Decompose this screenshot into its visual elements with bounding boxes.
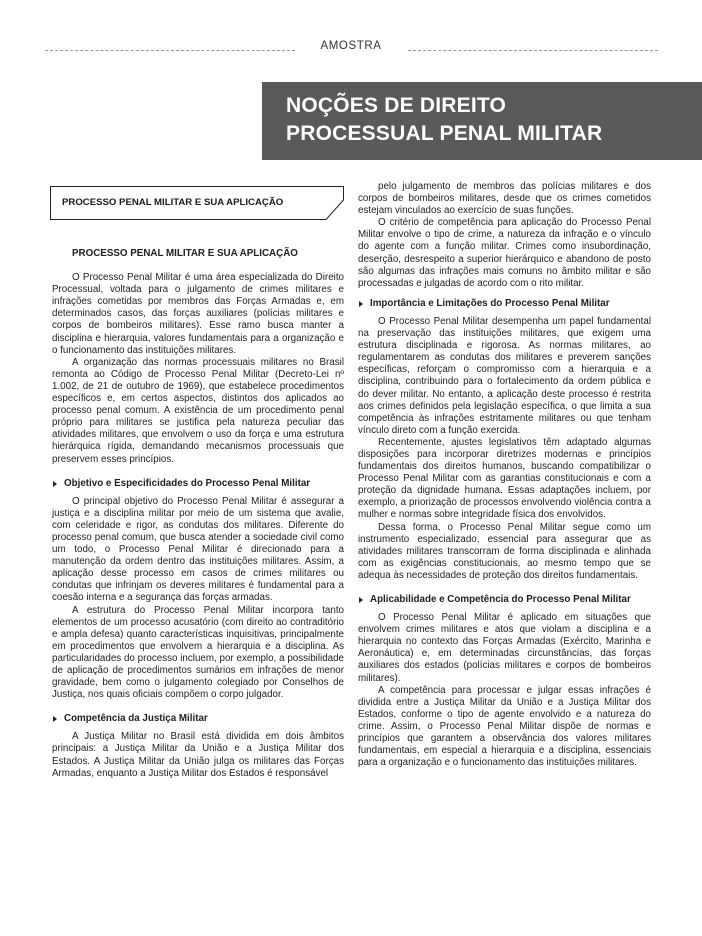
chapter-title-line-1: NOÇÕES DE DIREITO — [286, 94, 507, 117]
subheading-objetivo — [52, 478, 344, 490]
right-column — [358, 181, 651, 769]
subheading-importancia — [358, 298, 651, 310]
paragraph: O critério de competência para aplicação do Processo Penal Militar envolve o tipo de crime, a natureza da infração e o vínculo do agente com a função militar. Crimes como insubordinação, deserção, desrespeito a superior hierárquico e abandono de posto são algumas das infrações mais comuns no âmbito militar e são processadas e julgadas de acordo com o rito militar. — [358, 217, 651, 289]
subheading-text: Competência da Justiça Militar — [64, 713, 208, 725]
header-label: AMOSTRA — [320, 40, 382, 52]
paragraph: Recentemente, ajustes legislativos têm adaptado algumas disposições para incorporar diretrizes modernas e princípios fundamentais dos direitos humanos, buscando compatibilizar o Processo Penal Militar com as garantias constitucionais e com a proteção da dignidade humana. Essas adaptações incluem, por exemplo, a priorização de processos envolvendo violência contra a mulher e normas sobre integridade física dos envolvidos. — [358, 436, 651, 521]
paragraph: pelo julgamento de membros das polícias militares e dos corpos de bombeiros militares, desde que os crimes cometidos estejam vinculados ao exercício de suas funções. — [358, 181, 651, 217]
subheading-aplicabilidade — [358, 594, 651, 606]
paragraph: A Justiça Militar no Brasil está dividida em dois âmbitos principais: a Justiça Militar da União e a Justiça Militar dos Estados. A Justiça Militar da União julga os militares das Forças Armadas, enquanto a Justiça Militar dos Estados é responsável — [52, 731, 344, 779]
header-rule-right — [408, 50, 658, 51]
paragraph: A estrutura do Processo Penal Militar incorpora tanto elementos de um processo acusatório (com direito ao contraditório e ampla defesa) quanto características inquisitivas, principalmente em procedimentos que envolvem a hierarquia e a disciplina. As particularidades do processo incluem, por exemplo, a possibilidade de aplicação de procedimentos sumários em infrações de menor gravidade, bem como o julgamento colegiado por Conselhos de Justiça, nos quais oficiais compõem o corpo julgador. — [52, 604, 344, 701]
subheading-text: Importância e Limitações do Processo Penal Militar — [370, 297, 610, 309]
subheading-text: Objetivo e Especificidades do Processo Penal Militar — [64, 477, 311, 489]
paragraph: Dessa forma, o Processo Penal Militar segue como um instrumento especializado, essencial para assegurar que as atividades militares transcorram de forma disciplinada e alinhada com as exigências constitucionais, ao mesmo tempo que se adequa às necessidades de proteção dos direitos fundamentais. — [358, 521, 651, 581]
section-box — [50, 186, 344, 220]
chapter-title — [286, 92, 602, 148]
header-rule-left — [45, 50, 295, 51]
subheading-text: Aplicabilidade e Competência do Processo Penal Militar — [370, 594, 631, 605]
paragraph: O Processo Penal Militar desempenha um papel fundamental na preservação das instituições militares, que exigem uma estrutura disciplinada e rigorosa. As normas militares, ao regulamentarem as condutas dos militares e preverem sanções específicas, reforçam o compromisso com a hierarquia e a disciplina, contribuindo para o fortalecimento da ordem pública e do dever militar. No entanto, a aplicação deste processo é restrita aos crimes definidos pela legislação específica, o que limita a sua competência às infrações estritamente militares ou que tenham vínculo direto com a função exercida. — [358, 315, 651, 436]
section-box-label: PROCESSO PENAL MILITAR E SUA APLICAÇÃO — [62, 197, 284, 208]
chapter-banner — [262, 82, 702, 160]
section-heading: PROCESSO PENAL MILITAR E SUA APLICAÇÃO — [72, 248, 298, 259]
left-column — [52, 248, 344, 780]
paragraph: A competência para processar e julgar essas infrações é dividida entre a Justiça Militar da União e a Justiça Militar dos Estados, conforme o tipo de agente envolvido e a natureza do crime. Assim, o Processo Penal Militar dispõe de normas e princípios que garantem a observância dos valores militares fundamentais, em especial a hierarquia e a disciplina, essenciais para a organização e o funcionamento das instituições militares. — [358, 684, 651, 769]
subheading-competencia — [52, 713, 344, 725]
chapter-title-line-2: PROCESSUAL PENAL MILITAR — [286, 122, 603, 145]
paragraph: O Processo Penal Militar é aplicado em situações que envolvem crimes militares e atos que violam a disciplina e a hierarquia no contexto das Forças Armadas (Exército, Marinha e Aeronáutica) e, em determinadas circunstâncias, das forças auxiliares dos estados (polícias militares e corpos de bombeiros militares). — [358, 612, 651, 684]
paragraph: O Processo Penal Militar é uma área especializada do Direito Processual, voltada para o julgamento de crimes militares e infrações cometidas por membros das Forças Armadas e, em determinados casos, das forças auxiliares (polícias militares e corpos de bombeiros militares). Esse ramo busca manter a disciplina e hierarquia, valores fundamentais para a organização e o funcionamento das instituições militares. — [52, 272, 344, 356]
paragraph: A organização das normas processuais militares no Brasil remonta ao Código de Processo Penal Militar (Decreto-Lei nº 1.002, de 21 de outubro de 1969), que estabelece procedimentos específicos e, em certos aspectos, distintos dos aplicados ao processo penal comum. A existência de um procedimento penal próprio para militares se justifica pela natureza peculiar das atividades militares, que envolvem o uso da força e uma estrutura hierárquica rígida, demandando mecanismos processuais que preservem esses princípios. — [52, 356, 344, 465]
paragraph: O principal objetivo do Processo Penal Militar é assegurar a justiça e a disciplina militar por meio de um sistema que avalie, com celeridade e rigor, as condutas dos militares. Diferente do processo penal comum, que busca atender a sociedade civil como um todo, o Processo Penal Militar é direcionado para a manutenção da ordem dentro das instituições militares. Assim, a aplicação desse processo em casos de crimes militares ou condutas que infrinjam os deveres militares é fundamental para a coesão interna e a segurança das forças armadas. — [52, 495, 344, 604]
